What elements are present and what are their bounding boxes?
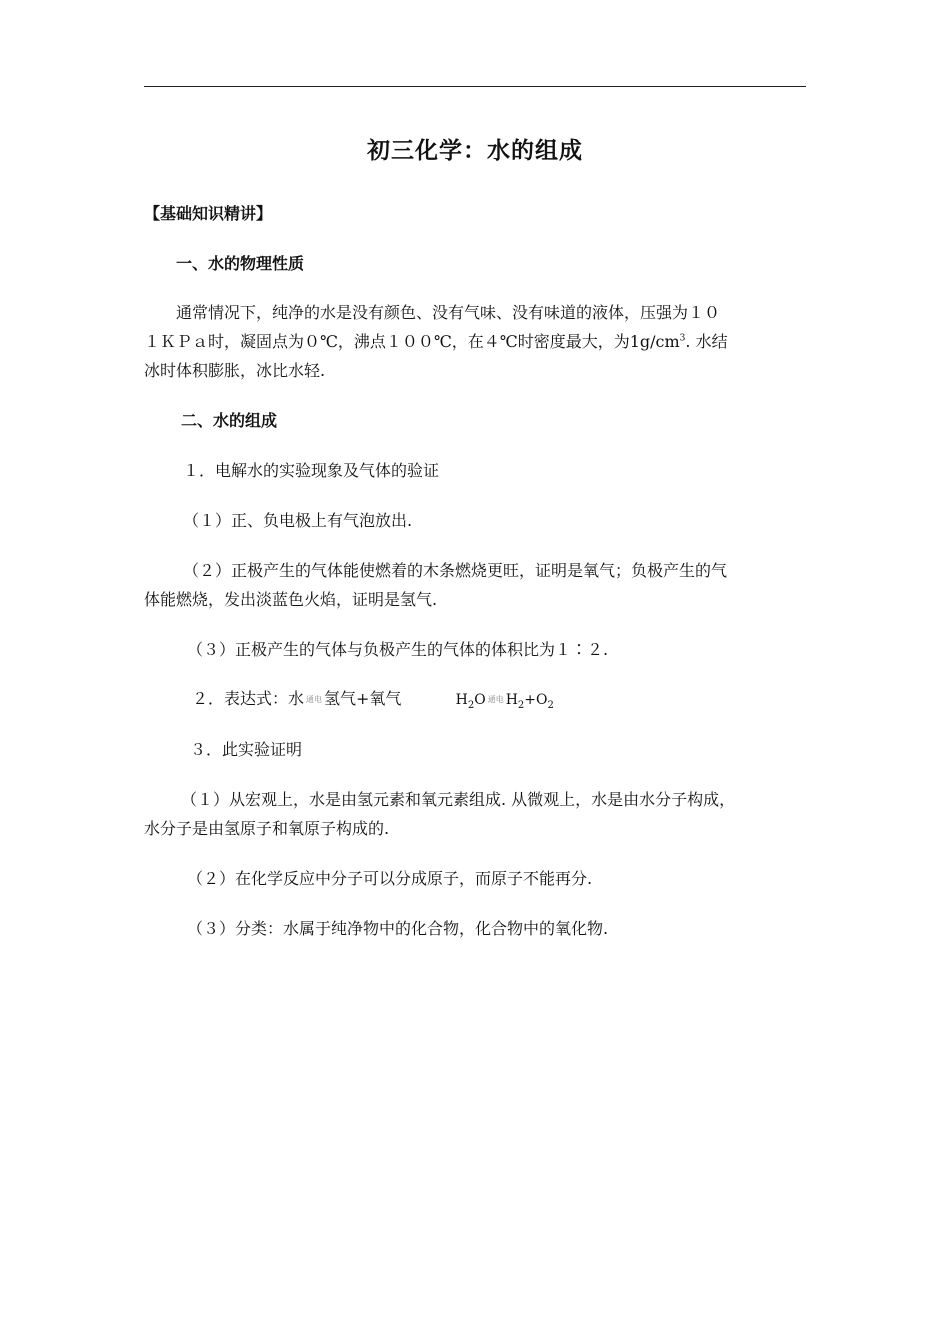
reaction-arrow: 通电 — [306, 694, 323, 704]
paragraph-text: . 水结 — [685, 332, 728, 351]
list-item: （１）正、负电极上有气泡放出. — [183, 511, 413, 530]
list-item: （２）在化学反应中分子可以分成原子，而原子不能再分. — [187, 869, 593, 888]
list-item: ３．此实验证明 — [190, 740, 303, 759]
formula-part: O — [474, 692, 486, 708]
chemical-formula — [455, 692, 554, 711]
list-item: （２）正极产生的气体能使燃着的木条燃烧更旺，证明是氧气；负极产生的气 — [183, 561, 728, 580]
formula-part: H — [455, 692, 468, 708]
paragraph-line — [144, 329, 808, 355]
header-rule — [144, 86, 806, 87]
expression-products: 氢气+氧气 — [324, 689, 402, 708]
paragraph-text: １ＫＰａ时，凝固点为０℃，沸点１００℃，在４℃时密度最大，为1g/cm — [144, 332, 680, 351]
superscript: 3 — [679, 333, 686, 344]
heading-physical-properties: 一、水的物理性质 — [176, 254, 305, 273]
list-item: （３）正极产生的气体与负极产生的气体的体积比为１∶２. — [187, 640, 609, 659]
paragraph-line: 通常情况下，纯净的水是没有颜色、没有气味、没有味道的液体，压强为１０ — [176, 303, 721, 322]
list-item: （３）分类：水属于纯净物中的化合物，化合物中的氧化物. — [187, 919, 609, 938]
list-item: １．电解水的实验现象及气体的验证 — [183, 461, 440, 480]
expression-label: ２．表达式：水 — [192, 689, 305, 708]
section-header: 【基础知识精讲】 — [144, 204, 273, 223]
heading-water-composition: 二、水的组成 — [181, 411, 278, 430]
formula-subscript: 2 — [547, 699, 554, 711]
list-item: 体能燃烧，发出淡蓝色火焰，证明是氢气. — [144, 590, 438, 609]
formula-part: +O — [524, 692, 548, 708]
formula-subscript: 2 — [517, 699, 525, 711]
formula-part: H — [505, 692, 518, 708]
list-item: （１）从宏观上，水是由氢元素和氧元素组成. 从微观上，水是由水分子构成， — [181, 790, 736, 809]
expression-line — [192, 686, 856, 713]
page-title: 初三化学：水的组成 — [367, 138, 583, 164]
reaction-arrow: 通电 — [487, 695, 504, 704]
list-item: 水分子是由氢原子和氧原子构成的. — [144, 819, 390, 838]
paragraph-line: 冰时体积膨胀，冰比水轻. — [144, 361, 326, 380]
formula-subscript: 2 — [467, 699, 475, 711]
